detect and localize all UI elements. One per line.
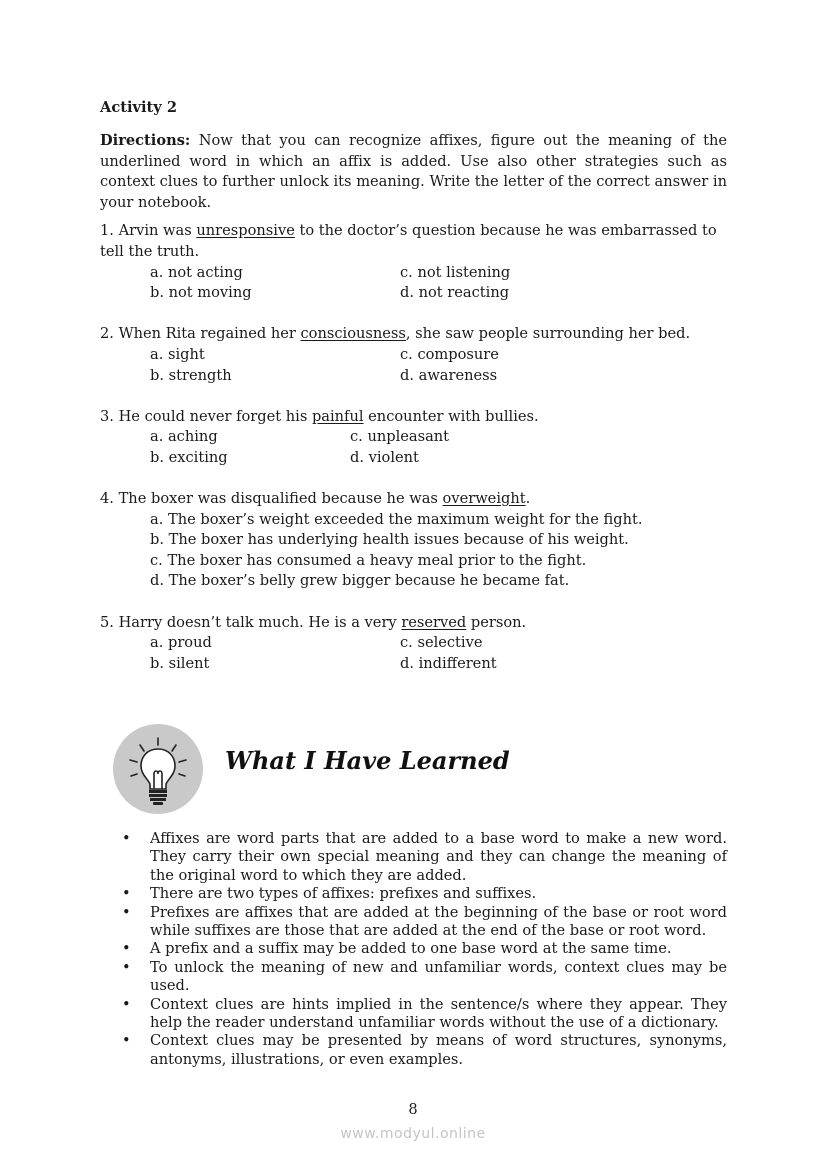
choice: d. The boxer’s belly grew bigger because he became fat. xyxy=(150,572,570,590)
question-2: 2. When Rita regained her consciousness, she saw people surrounding her bed. xyxy=(100,325,691,343)
question-5: 5. Harry doesn’t talk much. He is a very reserved person. xyxy=(100,613,527,631)
list-item: • A prefix and a suffix may be added to one base word at the same time. xyxy=(122,940,727,958)
learned-header xyxy=(113,724,713,816)
choice: d. not reacting xyxy=(400,284,510,302)
choice: b. The boxer has underlying health issues because of his weight. xyxy=(150,531,629,549)
choice: c. The boxer has consumed a heavy meal prior to the fight. xyxy=(150,551,587,569)
list-item: • Context clues may be presented by means of word structures, synonyms, antonyms, illustrations, or even examples. xyxy=(122,1032,727,1069)
choices-5 xyxy=(150,633,727,674)
directions xyxy=(100,131,727,213)
underlined-word: consciousness xyxy=(300,325,406,343)
choice: a. not acting xyxy=(150,263,243,281)
learned-bullets xyxy=(122,830,727,1069)
choice: b. not moving xyxy=(150,284,252,302)
question-3: 3. He could never forget his painful encounter with bullies. xyxy=(100,407,539,425)
page-number: 8 xyxy=(408,1101,418,1118)
choices-4 xyxy=(150,510,727,592)
choice: a. aching xyxy=(150,428,218,446)
underlined-word: unresponsive xyxy=(196,222,295,240)
activity-section xyxy=(100,98,727,674)
directions-text: Now that you can recognize affixes, figure out the meaning of the underlined word in which an affix is added. Use also other strategies such as context clues to further unlock its meaning. Write the letter of the correct answer in your notebook. xyxy=(100,132,727,211)
question-1: 1. Arvin was unresponsive to the doctor’s question because he was embarrassed to tell the truth. xyxy=(100,222,717,260)
directions-label: Directions: xyxy=(100,132,191,149)
list-item: • To unlock the meaning of new and unfamiliar words, context clues may be used. xyxy=(122,959,727,996)
list-item: • Prefixes are affixes that are added at the beginning of the base or root word while suffixes are those that are added at the end of the base or root word. xyxy=(122,904,727,941)
underlined-word: reserved xyxy=(401,613,467,631)
choice: a. The boxer’s weight exceeded the maximum weight for the fight. xyxy=(150,510,643,528)
choices-2 xyxy=(150,345,727,386)
choices-1 xyxy=(150,263,727,304)
list-item: • There are two types of affixes: prefixes and suffixes. xyxy=(122,885,727,903)
choice: c. not listening xyxy=(400,263,511,281)
list-item: • Context clues are hints implied in the sentence/s where they appear. They help the reader understand unfamiliar words without the use of a dictionary. xyxy=(122,996,727,1033)
activity-title: Activity 2 xyxy=(100,99,177,116)
underlined-word: painful xyxy=(311,407,364,425)
watermark: www.modyul.online xyxy=(340,1126,486,1142)
lightbulb-icon xyxy=(113,724,203,814)
choice: d. indifferent xyxy=(400,654,497,672)
choice: d. violent xyxy=(350,448,419,466)
section-title: What I Have Learned xyxy=(225,746,510,775)
choice: b. strength xyxy=(150,366,232,384)
choices-3 xyxy=(150,427,727,468)
choice: b. silent xyxy=(150,654,210,672)
underlined-word: overweight xyxy=(442,490,526,508)
choice: a. proud xyxy=(150,634,212,652)
list-item: • Affixes are word parts that are added to a base word to make a new word. They carry their own special meaning and they can change the meaning of the original word to which they are added. xyxy=(122,830,727,885)
choice: b. exciting xyxy=(150,448,228,466)
choice: d. awareness xyxy=(400,366,498,384)
question-4: 4. The boxer was disqualified because he was overweight. xyxy=(100,490,531,508)
choice: a. sight xyxy=(150,345,205,363)
choice: c. selective xyxy=(400,634,483,652)
choice: c. composure xyxy=(400,345,499,363)
choice: c. unpleasant xyxy=(350,428,450,446)
